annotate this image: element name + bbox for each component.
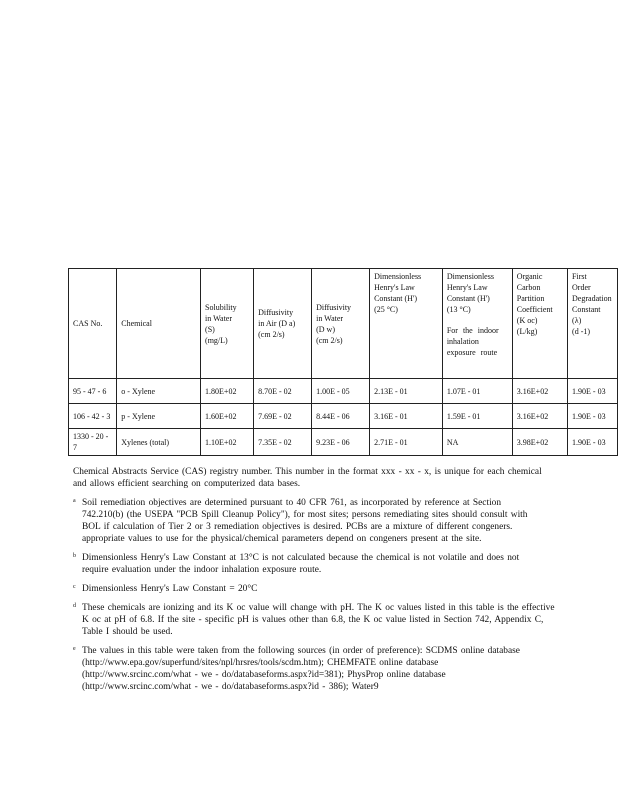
header-diffusivity-water: Diffusivity in Water (D w) (cm 2/s) [312,269,370,379]
cell-henry-13c: 1.07E - 01 [442,379,512,404]
header-chemical: Chemical [117,269,201,379]
header-henry-13c-note: For the indoor inhalation exposure route [446,326,499,357]
footnote-cas: Chemical Abstracts Service (CAS) registry number. This number in the format xxx - xx - x, is unique for each chemical and allows efficient searching on computerized data bases. [73,467,542,489]
cell-chemical: o - Xylene [117,379,201,404]
cell-solubility: 1.60E+02 [201,404,254,429]
cell-cas: 95 - 47 - 6 [69,379,117,404]
cell-henry-25c: 3.16E - 01 [370,404,443,429]
cell-chemical: Xylenes (total) [117,429,201,456]
cell-diffusivity-water: 8.44E - 06 [312,404,370,429]
cell-diffusivity-air: 8.70E - 02 [254,379,312,404]
header-henry-13c: Dimensionless Henry's Law Constant (H') (13 °C) For the indoor inhalation exposure route [442,269,512,379]
cell-first-order: 1.90E - 03 [568,429,618,456]
cell-chemical: p - Xylene [117,404,201,429]
cell-diffusivity-air: 7.69E - 02 [254,404,312,429]
header-first-order: First Order Degradation Constant (λ) (d -1) [568,269,618,379]
footnote-e: e The values in this table were taken from the following sources (in order of preference): SCDMS online database (http://www.epa.gov/superfund/sites/npl/hrsres/tools/scdm.htm); CHEMFATE online database (http://www.srcinc.com/what - we - do/databaseforms.aspx?id=381); PhysProp online database (http://www.srcinc.com/what - we - do/databaseforms.aspx?id - 386); Water9 [73,646,520,692]
cell-diffusivity-air: 7.35E - 02 [254,429,312,456]
cell-solubility: 1.10E+02 [201,429,254,456]
table-footnotes [73,466,618,700]
footnote-a: a Soil remediation objectives are determined pursuant to 40 CFR 761, as incorporated by reference at Section 742.210(b) (the USEPA "PCB Spill Cleanup Policy"), for most sites; persons remediating sites should consult with BOL if calculation of Tier 2 or 3 remediation objectives is desired. PCBs are a mixture of different congeners. appropriate values to use for the physical/chemical parameters depend on congeners present at the site. [73,498,528,544]
table-row [69,404,618,429]
cell-first-order: 1.90E - 03 [568,404,618,429]
footnote-c: c Dimensionless Henry's Law Constant = 20°C [73,584,258,594]
cell-diffusivity-water: 9.23E - 06 [312,429,370,456]
header-solubility: Solubility in Water (S) (mg/L) [201,269,254,379]
cell-cas: 106 - 42 - 3 [69,404,117,429]
cell-diffusivity-water: 1.00E - 05 [312,379,370,404]
table-row [69,379,618,404]
cell-cas: 1330 - 20 - 7 [69,429,117,456]
cell-koc: 3.98E+02 [512,429,567,456]
table-row [69,429,618,456]
chemical-properties-table [68,268,618,456]
header-koc: Organic Carbon Partition Coefficient (K oc) (L/kg) [512,269,567,379]
cell-koc: 3.16E+02 [512,404,567,429]
header-diffusivity-air: Diffusivity in Air (D a) (cm 2/s) [254,269,312,379]
cell-henry-13c: NA [442,429,512,456]
footnote-d: d These chemicals are ionizing and its K oc value will change with pH. The K oc values listed in this table is the effective K oc at pH of 6.8. If the site - specific pH is values other than 6.8, the K oc value listed in Section 742, Appendix C, Table I should be used. [73,603,555,637]
table-header-row [69,269,618,379]
cell-koc: 3.16E+02 [512,379,567,404]
cell-first-order: 1.90E - 03 [568,379,618,404]
cell-solubility: 1.80E+02 [201,379,254,404]
cell-henry-25c: 2.13E - 01 [370,379,443,404]
cell-henry-13c: 1.59E - 01 [442,404,512,429]
footnote-b: b Dimensionless Henry's Law Constant at 13°C is not calculated because the chemical is not volatile and does not require evaluation under the indoor inhalation exposure route. [73,553,520,575]
header-cas-no: CAS No. [69,269,117,379]
header-henry-25c: Dimensionless Henry's Law Constant (H') (25 °C) [370,269,443,379]
cell-henry-25c: 2.71E - 01 [370,429,443,456]
